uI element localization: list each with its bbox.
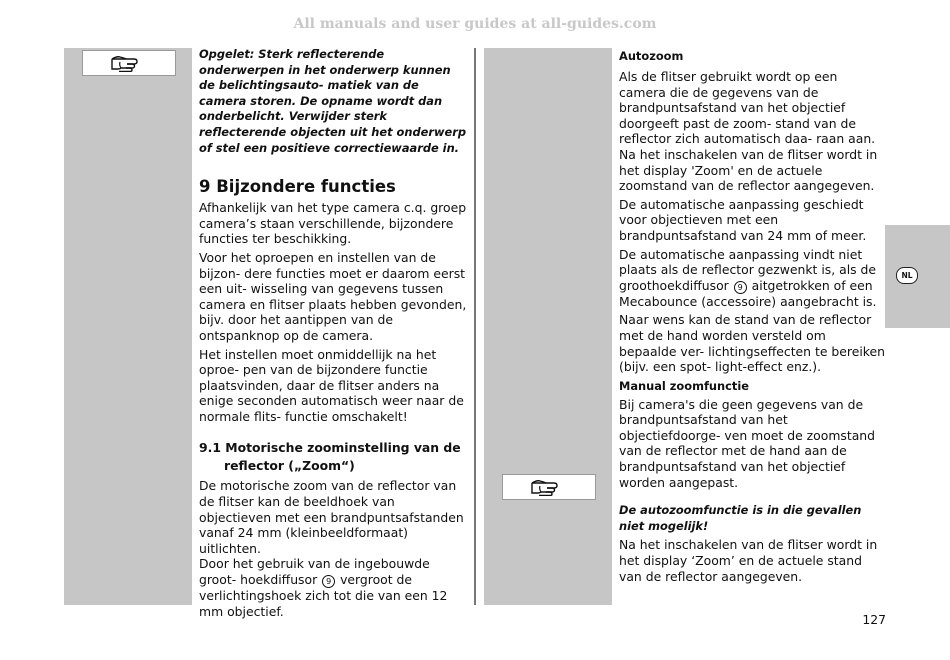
paragraph: Bij camera's die geen gegevens van de brandpuntsafstand van het objectiefdoorge- ven moet de zoomstand van de reflector met de hand aan de brandpuntsafstand van het objectief worden aangepast.: [619, 396, 876, 490]
paragraph: [199, 556, 467, 619]
pointing-hand-icon: [110, 54, 148, 72]
subsection-title: [199, 439, 467, 475]
paragraph: Als de flitser gebruikt wordt op een camera die de gegevens van de brandpuntsafstand van het objectief doorgeeft past de zoom- stand van de reflector zich automatisch daa- raan aan. Na het inschakelen van de flitser wordt in het display 'Zoom' en de actuele zoomstand van de reflector aangegeven.: [619, 69, 878, 194]
paragraph: Na het inschakelen van de flitser wordt in het display ‘Zoom’ en de actuele stand van de reflector aangegeven.: [619, 537, 878, 584]
page-number: 127: [862, 612, 886, 627]
paragraph-text: aitgetrokken of een Mecabounce (accessoire) aangebracht is.: [619, 277, 877, 309]
right-warning-text: De autozoomfunctie is in die gevallen niet mogelijk!: [619, 503, 862, 533]
paragraph: [619, 247, 885, 310]
left-note-box: [82, 50, 176, 76]
paragraph-text: De automatische aanpassing vindt niet plaats als de reflector gezwenkt is, als de groothoekdiffusor: [619, 246, 877, 293]
right-column: [619, 48, 885, 587]
circled-number: 9: [734, 281, 747, 294]
autozoom-title: Autozoom: [619, 49, 684, 63]
right-sidebar: [484, 48, 612, 605]
watermark: All manuals and user guides at all-guides.com: [293, 16, 657, 32]
paragraph: Afhankelijk van het type camera c.q. groep camera’s staan verschillende, bijzondere functies ter beschikking.: [199, 200, 467, 247]
circled-number: 9: [322, 575, 335, 588]
right-note-box: [502, 474, 596, 500]
left-sidebar: [64, 48, 192, 605]
paragraph: Naar wens kan de stand van de reflector met de hand worden versteld om bepaalde ver- lichtingseffecten te bereiken (bijv. een spot- light-effect enz.).: [619, 312, 885, 375]
subsection-title-line2: reflector („Zoom“): [224, 458, 355, 474]
left-warning-text: Opgelet: Sterk reflecterende onderwerpen in het onderwerp kunnen de belichtingsauto- matiek van de camera storen. De opname wordt dan onderbelicht. Verwijder sterk reflecterende objecten uit het onderwerp of stel een positieve correctiewaarde in.: [199, 47, 466, 155]
manual-zoom-title: Manual zoomfunctie: [619, 378, 749, 393]
paragraph: Het instellen moet onmiddellijk na het oproe- pen van de bijzondere functie plaatsvinden, daar de flitser anders na enige seconden automatisch weer naar de normale flits- functie omschakelt!: [199, 346, 464, 424]
paragraph: De automatische aanpassing geschiedt voor objectieven met een brandpuntsafstand van 24 mm of meer.: [619, 196, 867, 243]
section-title: 9 Bijzondere functies: [199, 177, 396, 197]
pointing-hand-icon: [530, 478, 568, 496]
left-column: [199, 47, 467, 622]
paragraph: Voor het oproepen en instellen van de bijzon- dere functies moet er daarom eerst een uit- wisseling van gegevens tussen camera en flitser plaats hebben gevonden, bijv. door het aantippen van de ontspanknop op de camera.: [199, 249, 467, 343]
paragraph-text: vergroot de verlichtingshoek zich tot die van een 12 mm objectief.: [199, 572, 448, 619]
paragraph: De motorische zoom van de reflector van de flitser kan de beeldhoek van objectieven met een brandpuntsafstanden vanaf 24 mm (kleinbeeldformaat) uitlichten.: [199, 478, 464, 556]
subsection-title-line1: 9.1 Motorische zoominstelling van de: [199, 440, 461, 456]
paragraph-text: Door het gebruik van de ingebouwde groot- hoekdiffusor: [199, 556, 430, 588]
column-divider: [474, 48, 476, 605]
language-badge: NL: [896, 267, 918, 284]
